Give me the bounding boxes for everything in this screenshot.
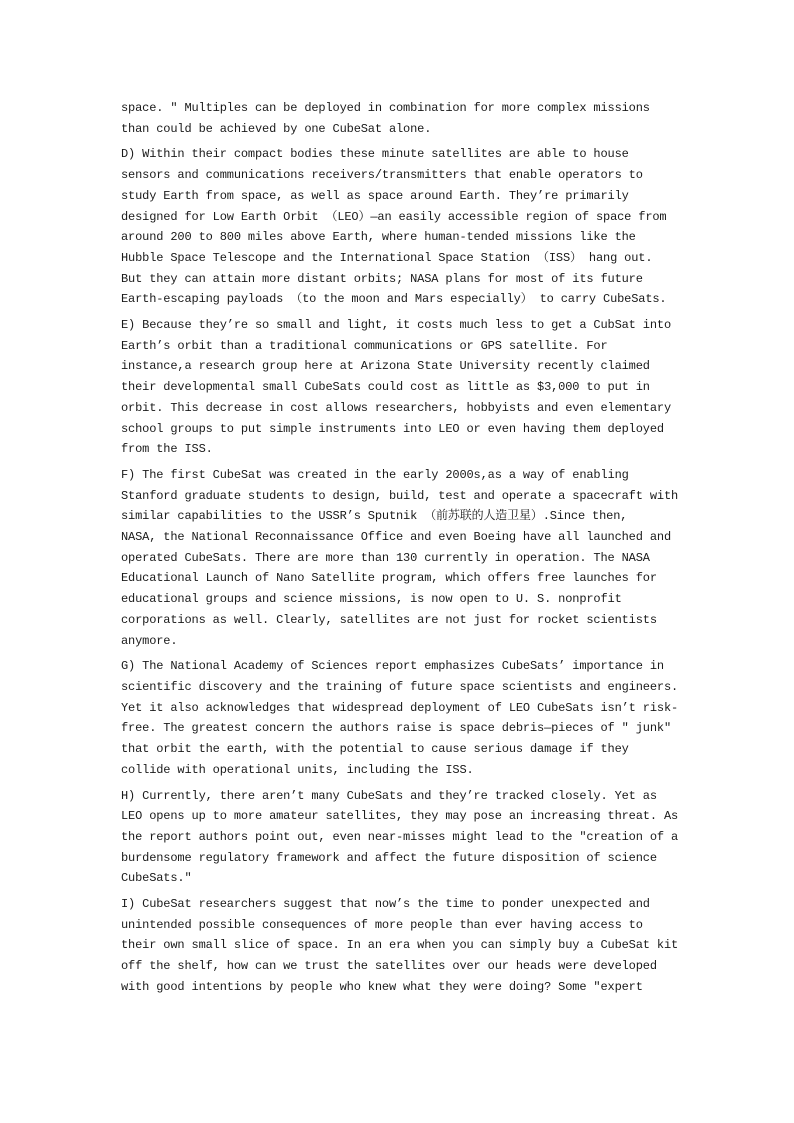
text-line: Earth-escaping payloads （to the moon and Mars especially） to carry CubeSats. [121,292,667,307]
text-line: around 200 to 800 miles above Earth, where human-tended missions like the [121,230,636,245]
text-line: D) Within their compact bodies these minute satellites are able to house [121,147,629,162]
text-line: burdensome regulatory framework and affect the future disposition of science [121,850,657,865]
text-line: E) Because they’re so small and light, it costs much less to get a CubSat into [121,318,671,333]
text-line: educational groups and science missions, is now open to U. S. nonprofit [121,592,622,607]
text-line: operated CubeSats. There are more than 130 currently in operation. The NASA [121,550,650,565]
text-line: instance,a research group here at Arizona State University recently claimed [121,359,650,374]
text-line: that orbit the earth, with the potential to cause serious damage if they [121,742,629,757]
text-line: Yet it also acknowledges that widespread deployment of LEO CubeSats isn’t risk- [121,700,679,715]
text-line: CubeSats.ʺ [121,871,192,886]
text-line: Earth’s orbit than a traditional communications or GPS satellite. For [121,338,608,353]
text-line: F) The first CubeSat was created in the early 2000s,as a way of enabling [121,467,629,482]
text-line: collide with operational units, including the ISS. [121,762,474,777]
text-line: unintended possible consequences of more people than ever having access to [121,917,643,932]
text-line: LEO opens up to more amateur satellites, they may pose an increasing threat. As [121,809,679,824]
text-line: school groups to put simple instruments into LEO or even having them deployed [121,421,664,436]
text-line: sensors and communications receivers/transmitters that enable operators to [121,168,643,183]
text-line: study Earth from space, as well as space around Earth. They’re primarily [121,188,629,203]
paragraph-h [121,786,681,890]
text-line: orbit. This decrease in cost allows researchers, hobbyists and even elementary [121,400,671,415]
text-line: I) CubeSat researchers suggest that now’s the time to ponder unexpected and [121,897,650,912]
text-line: off the shelf, how can we trust the satellites over our heads were developed [121,959,657,974]
text-line: anymore. [121,633,178,648]
text-line: H) Currently, there aren’t many CubeSats and they’re tracked closely. Yet as [121,788,657,803]
text-line: the report authors point out, even near-misses might lead to the ʺcreation of a [121,829,679,844]
paragraph-f [121,465,681,651]
text-line: than could be achieved by one CubeSat alone. [121,121,432,136]
paragraph-g [121,656,681,780]
text-line: corporations as well. Clearly, satellites are not just for rocket scientists [121,612,657,627]
text-line: scientific discovery and the training of future space scientists and engineers. [121,679,679,694]
text-line: their own small slice of space. In an era when you can simply buy a CubeSat kit [121,938,679,953]
text-line: their developmental small CubeSats could cost as little as $3,000 to put in [121,380,650,395]
paragraph-continuation [121,98,681,139]
paragraph-e [121,315,681,460]
paragraph-i [121,894,681,998]
text-line: G) The National Academy of Sciences report emphasizes CubeSats’ importance in [121,659,664,674]
text-line: from the ISS. [121,442,213,457]
text-line: Stanford graduate students to design, build, test and operate a spacecraft with [121,488,679,503]
document-page [121,98,681,1003]
text-line: free. The greatest concern the authors raise is space debris—pieces of ʺ junkʺ [121,721,671,736]
paragraph-d [121,144,681,310]
text-line: space. ʺ Multiples can be deployed in combination for more complex missions [121,101,650,115]
text-line: designed for Low Earth Orbit （LEO）—an easily accessible region of space from [121,209,667,224]
text-line: But they can attain more distant orbits; NASA plans for most of its future [121,271,643,286]
text-line: with good intentions by people who knew what they were doing? Some ʺexpert [121,979,643,994]
text-line: Educational Launch of Nano Satellite program, which offers free launches for [121,571,657,586]
text-line: Hubble Space Telescope and the International Space Station （ISS） hang out. [121,250,653,265]
text-line: similar capabilities to the USSR’s Sputnik （前苏联的人造卫星）.Since then, [121,509,628,524]
text-line: NASA, the National Reconnaissance Office and even Boeing have all launched and [121,530,671,545]
